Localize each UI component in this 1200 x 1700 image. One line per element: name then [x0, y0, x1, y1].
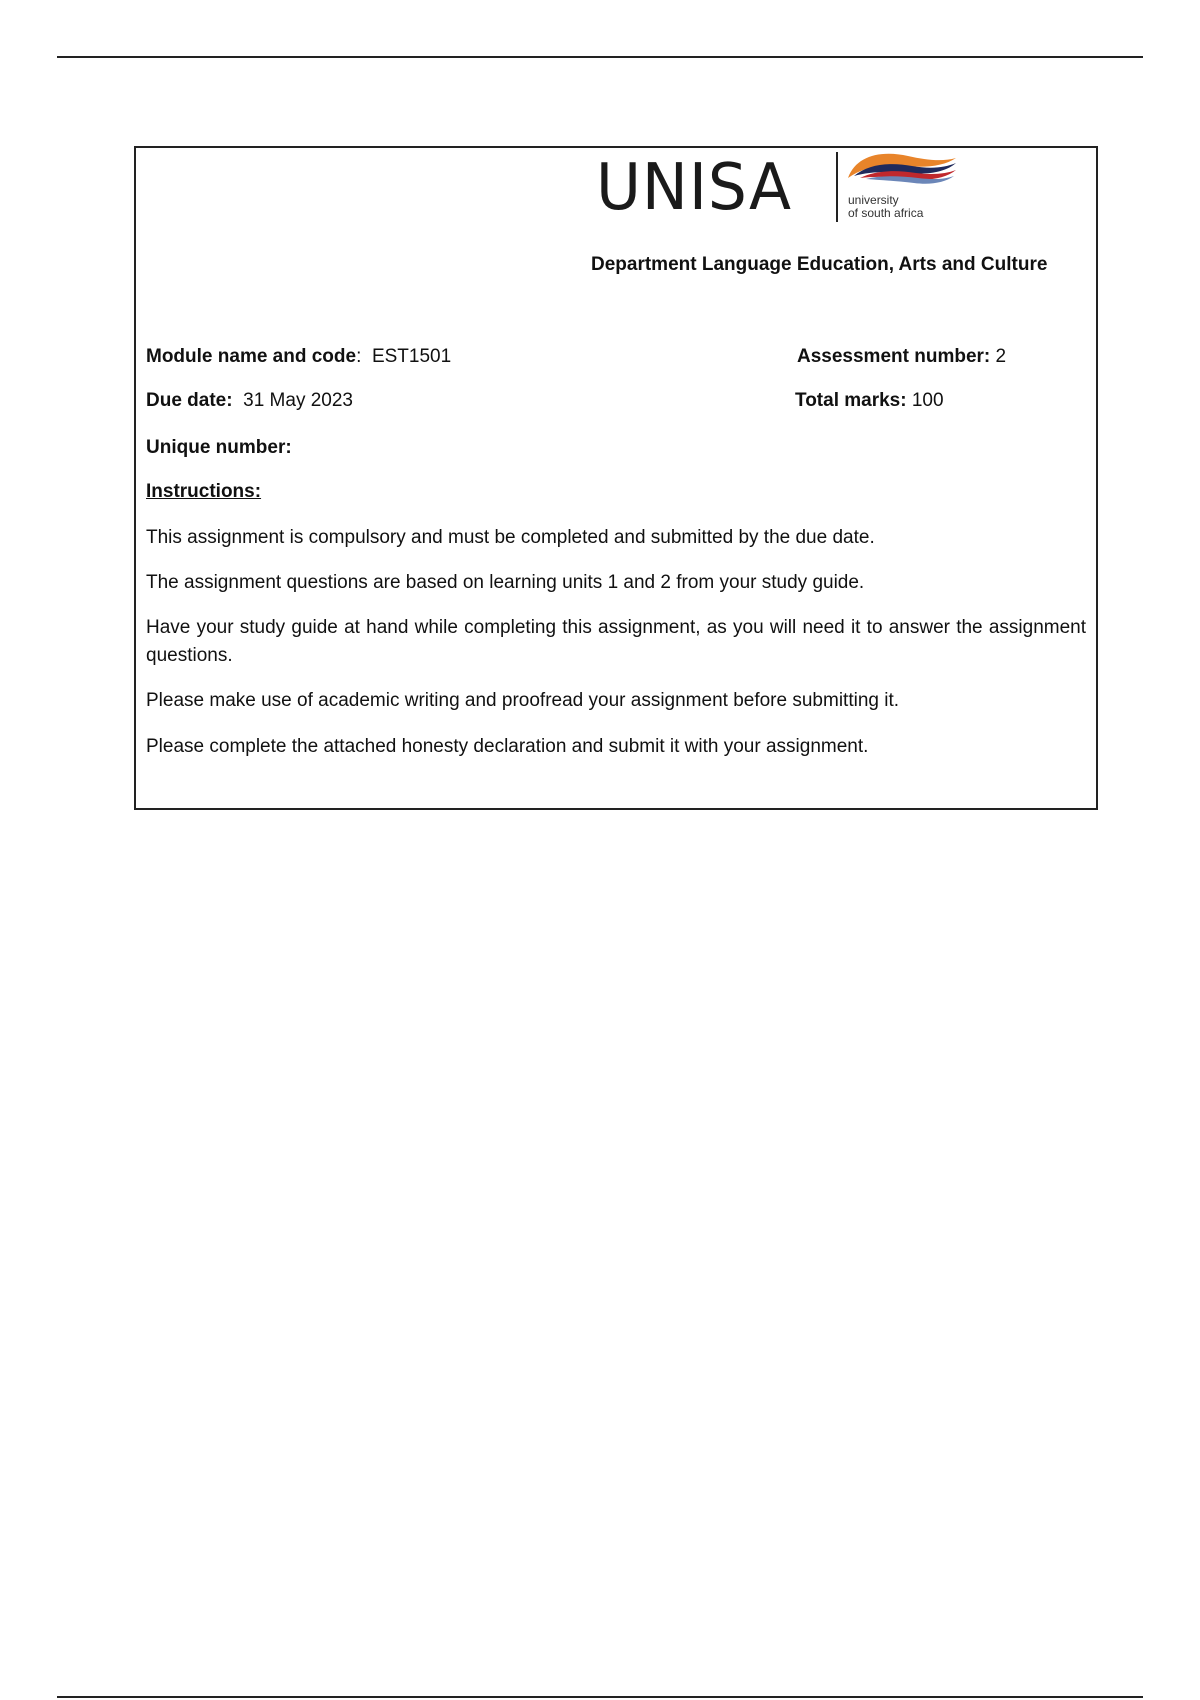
- logo-sub-line-1: university: [848, 193, 899, 207]
- logo-wordmark: UNISA: [596, 151, 793, 225]
- instruction-paragraph: Please complete the attached honesty declaration and submit it with your assignment.: [146, 736, 869, 757]
- module-label: Module name and code: [146, 346, 357, 367]
- due-date-value: 31 May 2023: [243, 390, 353, 411]
- module-field: [146, 346, 451, 368]
- assessment-label: Assessment number:: [797, 346, 991, 367]
- unisa-logo: [596, 148, 966, 230]
- assessment-value: 2: [995, 346, 1007, 367]
- unique-number-field: [146, 437, 292, 459]
- assessment-field: [797, 346, 1006, 368]
- logo-sub-line-2: of south africa: [848, 206, 924, 220]
- due-date-field: [146, 390, 353, 412]
- logo-subtitle: [848, 194, 923, 220]
- instruction-paragraph: Please make use of academic writing and proofread your assignment before submitting it.: [146, 690, 900, 711]
- total-marks-label: Total marks:: [795, 390, 907, 411]
- logo-divider: [836, 152, 838, 222]
- flag-icon: [846, 148, 958, 192]
- total-marks-field: [795, 390, 944, 412]
- instruction-paragraph: This assignment is compulsory and must be completed and submitted by the due date.: [146, 527, 875, 548]
- top-rule: [57, 56, 1143, 58]
- instruction-paragraph: Have your study guide at hand while completing this assignment, as you will need it to answer the assignment questions.: [146, 617, 1086, 666]
- bottom-rule: [57, 1696, 1143, 1698]
- due-date-label: Due date:: [146, 390, 233, 411]
- instruction-paragraph: The assignment questions are based on learning units 1 and 2 from your study guide.: [146, 572, 865, 593]
- department-title: Department Language Education, Arts and Culture: [591, 254, 1048, 275]
- total-marks-value: 100: [911, 390, 944, 411]
- module-value: EST1501: [371, 346, 452, 367]
- module-colon: :: [356, 346, 372, 367]
- unique-number-label: Unique number:: [146, 437, 292, 458]
- instructions-heading: Instructions:: [146, 481, 262, 502]
